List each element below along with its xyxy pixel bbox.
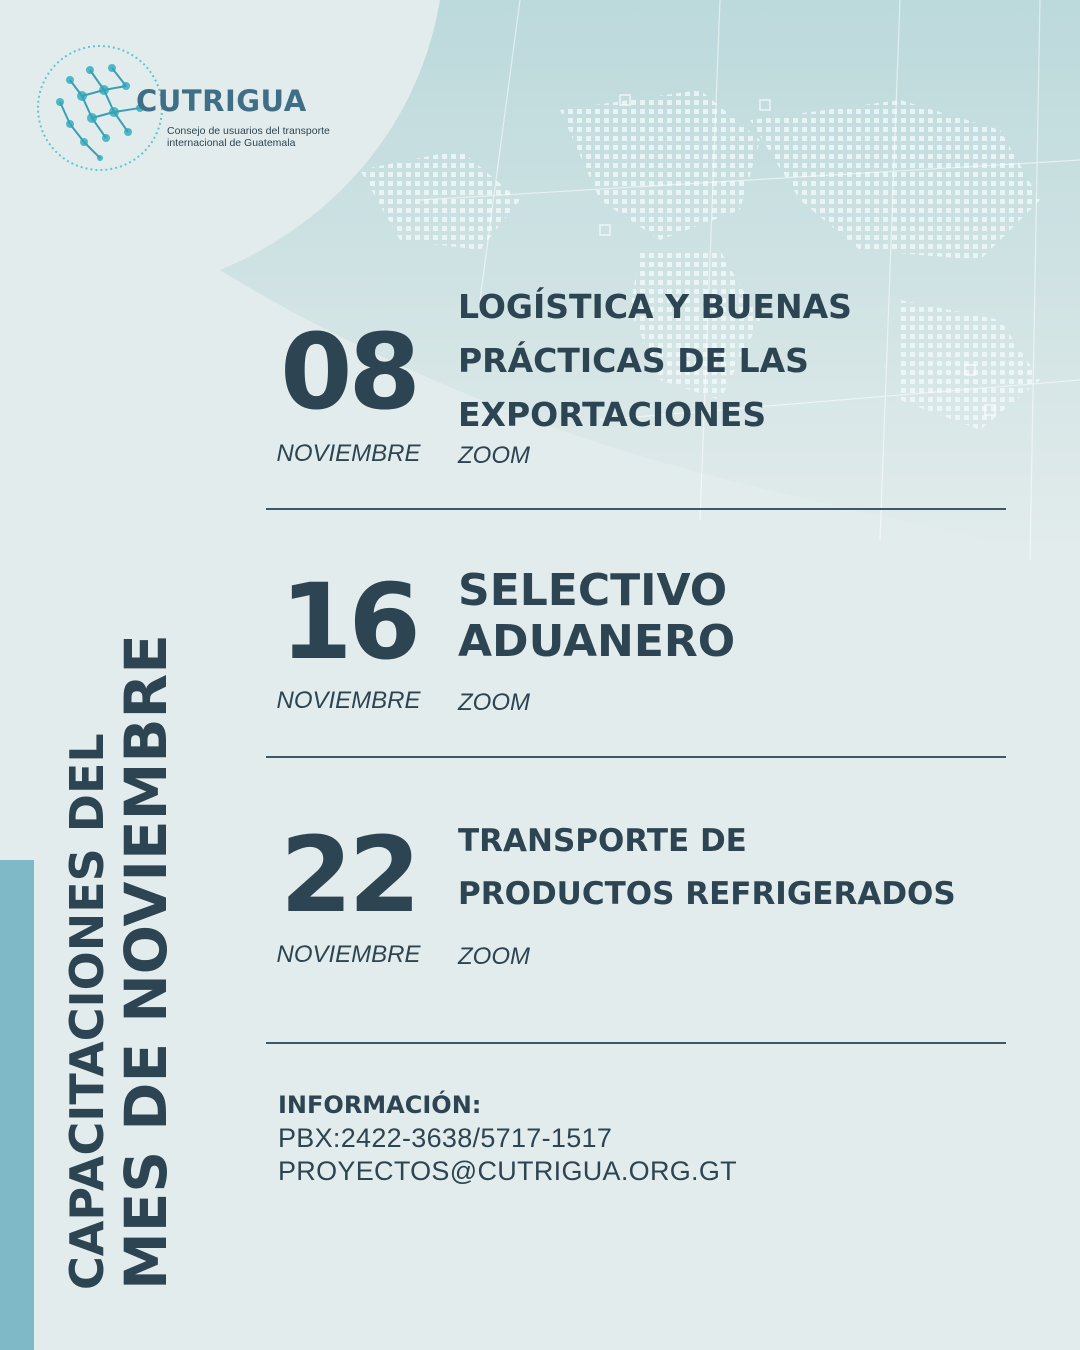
event-day: 16	[280, 561, 417, 683]
brand-name: CUTRIGUA	[136, 84, 307, 118]
event-month: NOVIEMBRE	[276, 941, 421, 968]
event-title-line: PRODUCTOS REFRIGERADOS	[458, 876, 956, 912]
page-heading-line2: MES DE NOVIEMBRE	[112, 634, 180, 1290]
event-day: 08	[280, 311, 417, 433]
contact-info	[278, 1088, 737, 1188]
divider	[266, 756, 1006, 758]
contact-email: PROYECTOS@CUTRIGUA.ORG.GT	[278, 1156, 737, 1186]
event-title	[458, 280, 1018, 442]
event-title-line: TRANSPORTE DE	[458, 823, 747, 859]
contact-phone: PBX:2422-3638/5717-1517	[278, 1123, 613, 1153]
divider	[266, 1042, 1006, 1044]
accent-bar	[0, 860, 34, 1350]
brand-tagline-line2: internacional de Guatemala	[167, 137, 296, 149]
page-heading	[60, 634, 178, 1290]
event-location: ZOOM	[458, 442, 530, 469]
brand-tagline	[167, 125, 357, 149]
event-title-line: LOGÍSTICA Y BUENAS	[458, 287, 852, 326]
event-month: NOVIEMBRE	[276, 687, 421, 714]
event-location: ZOOM	[458, 689, 530, 716]
event-title-line: PRÁCTICAS DE LAS	[458, 341, 809, 380]
event-title-line: ADUANERO	[458, 616, 736, 667]
event-location: ZOOM	[458, 943, 530, 970]
event-title-line: EXPORTACIONES	[458, 395, 767, 434]
divider	[266, 508, 1006, 510]
page-heading-line1: CAPACITACIONES DEL	[60, 733, 114, 1290]
event-month: NOVIEMBRE	[276, 440, 421, 467]
contact-label: INFORMACIÓN:	[278, 1091, 482, 1119]
event-day: 22	[280, 814, 417, 936]
event-title-line: SELECTIVO	[458, 565, 728, 616]
event-title	[458, 565, 1018, 667]
brand-tagline-line1: Consejo de usuarios del transporte	[167, 125, 330, 137]
event-title	[458, 815, 1018, 921]
